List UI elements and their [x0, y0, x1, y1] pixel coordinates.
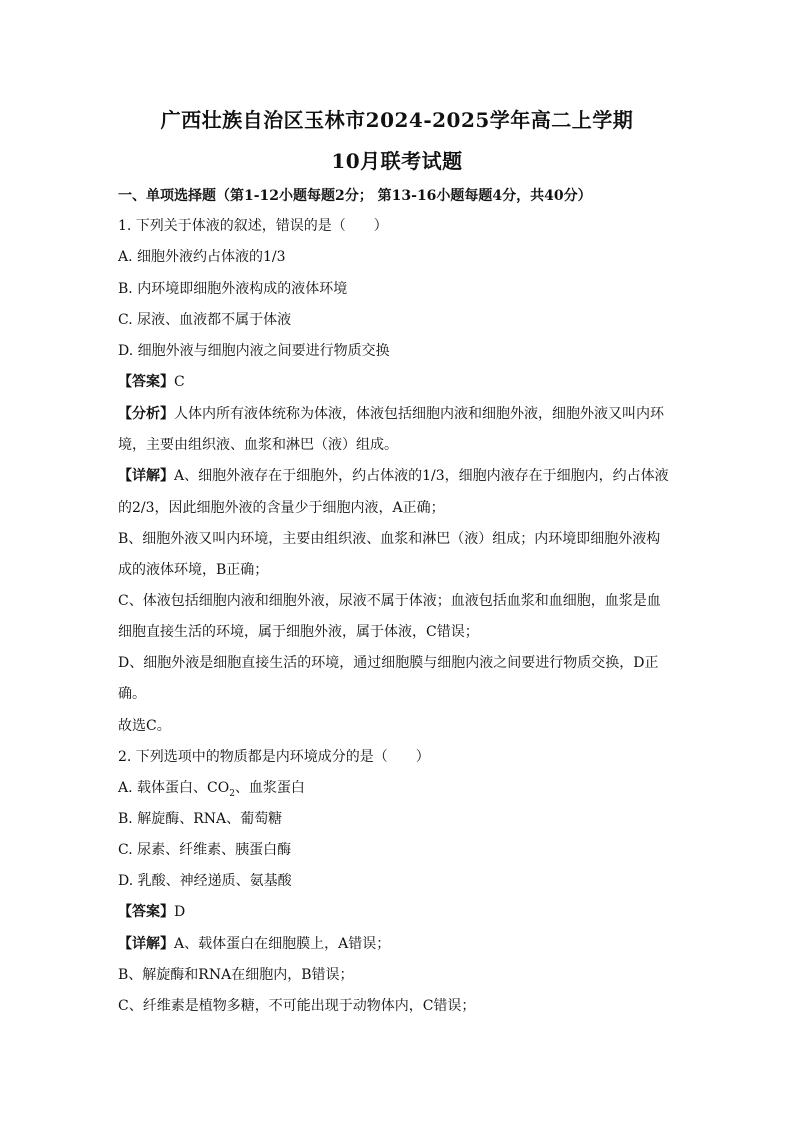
- q2-detail-line1: [118, 934, 678, 954]
- answer-tag: 【答案】: [118, 904, 174, 920]
- detail-tag: 【详解】: [118, 468, 174, 484]
- q1-detail-line8: 确。: [118, 686, 146, 702]
- q2-option-c: C. 尿素、纤维素、胰蛋白酶: [118, 842, 292, 858]
- q2-option-a-text-rest: 、血浆蛋白: [234, 780, 305, 796]
- q1-conclusion: 故选C。: [118, 718, 171, 734]
- section-heading: 一、单项选择题（第1-12小题每题2分； 第13-16小题每题4分，共40分）: [118, 188, 592, 204]
- q2-option-a: [118, 778, 678, 798]
- detail-tag: 【详解】: [118, 936, 174, 952]
- q1-detail-line6: 细胞直接生活的环境，属于细胞外液，属于体液，C错误；: [118, 624, 479, 640]
- analysis-text: 人体内所有液体统称为体液，体液包括细胞内液和细胞外液，细胞外液又叫内环: [174, 406, 664, 422]
- subscript-2: 2: [229, 788, 235, 799]
- q1-option-c: C. 尿液、血液都不属于体液: [118, 312, 292, 328]
- q1-stem: 1. 下列关于体液的叙述，错误的是（ ）: [118, 218, 388, 234]
- answer-value: C: [174, 374, 185, 390]
- q1-option-a: A. 细胞外液约占体液的1/3: [118, 249, 286, 265]
- q1-answer: [118, 372, 678, 392]
- doc-title-line2: 10月联考试题: [331, 149, 463, 173]
- q2-detail-line2: B、解旋酶和RNA在细胞内，B错误；: [118, 967, 354, 983]
- q2-detail-line3: C、纤维素是植物多糖，不可能出现于动物体内，C错误；: [118, 998, 476, 1014]
- analysis-tag: 【分析】: [118, 406, 174, 422]
- q1-detail-line5: C、体液包括细胞内液和细胞外液，尿液不属于体液；血液包括血浆和血细胞，血浆是血: [118, 593, 661, 609]
- q2-answer: [118, 902, 678, 922]
- q1-detail-line4: 成的液体环境，B正确；: [118, 562, 269, 578]
- doc-title-line1: 广西壮族自治区玉林市2024-2025学年高二上学期: [160, 108, 634, 132]
- answer-tag: 【答案】: [118, 374, 174, 390]
- q1-detail-line7: D、细胞外液是细胞直接生活的环境，通过细胞膜与细胞内液之间要进行物质交换，D正: [118, 655, 659, 671]
- q2-stem: 2. 下列选项中的物质都是内环境成分的是（ ）: [118, 749, 430, 765]
- q2-option-d: D. 乳酸、神经递质、氨基酸: [118, 873, 292, 889]
- answer-value: D: [174, 904, 186, 920]
- q1-option-d: D. 细胞外液与细胞内液之间要进行物质交换: [118, 343, 390, 359]
- q1-detail-line1: [118, 466, 678, 486]
- q1-option-b: B. 内环境即细胞外液构成的液体环境: [118, 281, 348, 297]
- q1-analysis-line2: 境，主要由组织液、血浆和淋巴（液）组成。: [118, 437, 398, 453]
- q2-option-b: B. 解旋酶、RNA、葡萄糖: [118, 811, 283, 827]
- detail-text: A、载体蛋白在细胞膜上，A错误；: [174, 936, 391, 952]
- q1-detail-line2: 的2/3，因此细胞外液的含量少于细胞内液，A正确；: [118, 500, 445, 516]
- q2-option-a-text: A. 载体蛋白、CO: [118, 780, 230, 796]
- q1-detail-line3: B、细胞外液又叫内环境，主要由组织液、血浆和淋巴（液）组成；内环境即细胞外液构: [118, 531, 661, 547]
- detail-text: A、细胞外液存在于细胞外，约占体液的1/3，细胞内液存在于细胞内，约占体液: [174, 468, 669, 484]
- q1-analysis-line1: [118, 404, 678, 424]
